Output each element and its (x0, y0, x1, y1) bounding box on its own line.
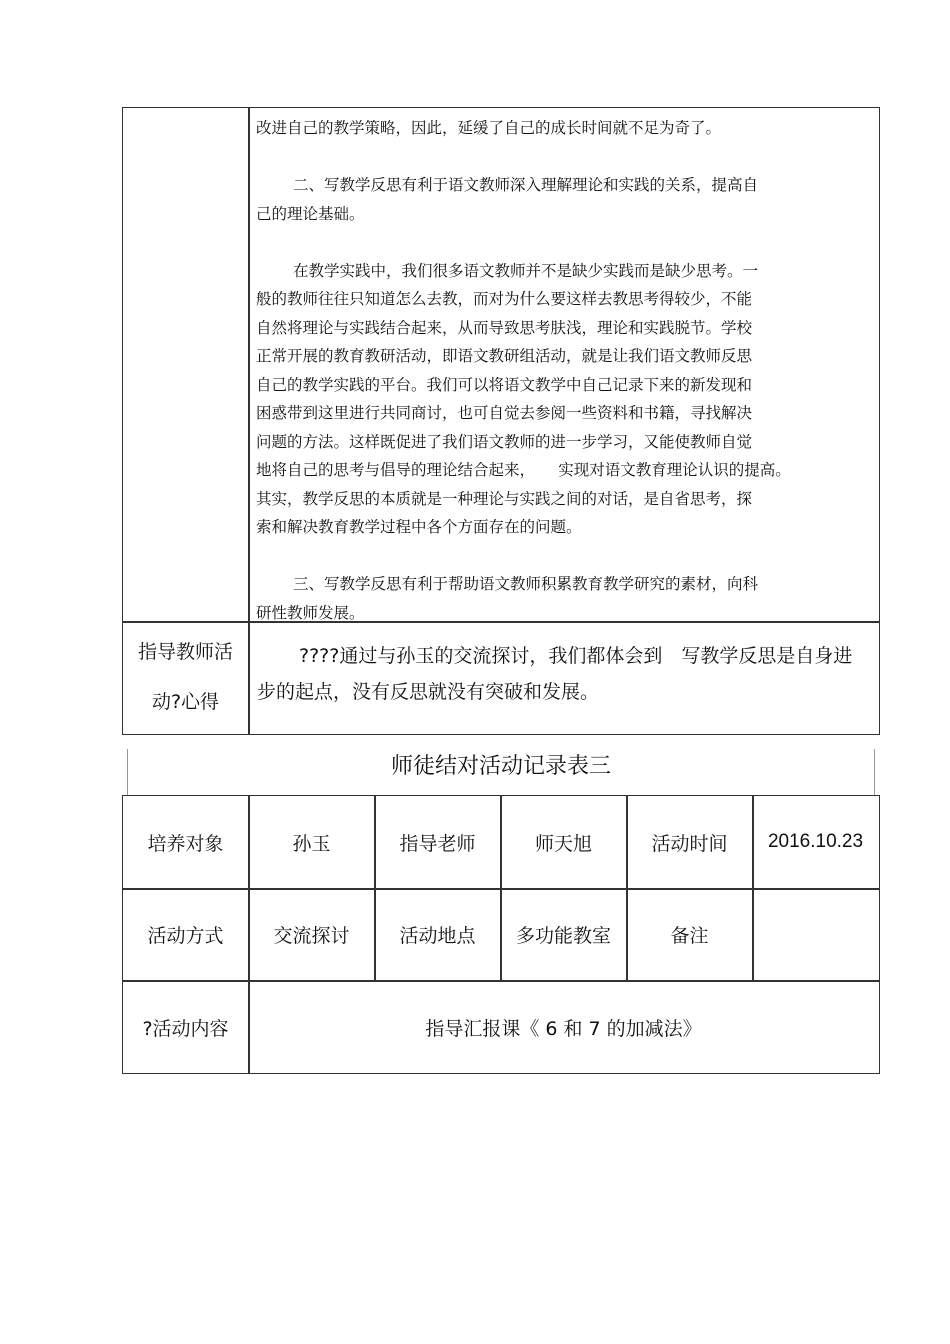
cell-method-value: 交流探讨 (273, 925, 350, 947)
cell-trainee-value: 孙玉 (292, 832, 331, 855)
paragraph-line: 三、写教学反思有利于帮助语文教师积累教育教学研究的素材，向科 (293, 575, 759, 593)
paragraph-line: 自己的教学实践的平台。我们可以将语文教学中自己记录下来的新发现和 (256, 375, 753, 394)
paragraph-line: 其实，教学反思的本质就是一种理论与实践之间的对话，是自省思考，探 (256, 489, 753, 508)
activity-record-table (122, 795, 880, 1074)
guide-label-line: 指导教师活 (137, 641, 233, 663)
guide-activity-label (123, 623, 248, 727)
cell-location-label: 活动地点 (399, 925, 476, 947)
paragraph-line: 正常开展的教育教研活动，即语文教研组活动，就是让我们语文教师反思 (256, 347, 753, 365)
paragraph-line: 般的教师往往只知道怎么去教，而对为什么要这样去教思考得较少，不能 (256, 290, 753, 308)
paragraph-line: 自然将理论与实践结合起来，从而导致思考肤浅，理论和实践脱节。学校 (256, 318, 753, 337)
cell-content-value: 指导汇报课《 6 和 7 的加减法》 (425, 1017, 702, 1040)
reflection-body-text (256, 114, 876, 627)
paragraph-line: 困惑带到这里进行共同商讨，也可自觉去参阅一些资料和书籍，寻找解决 (256, 404, 753, 422)
paragraph-line: 索和解决教育教学过程中各个方面存在的问题。 (256, 518, 582, 536)
table-caption: 师徒结对活动记录表三 (390, 754, 611, 779)
cell-notes-value (753, 889, 878, 980)
cell-content-label: ?活动内容 (142, 1017, 229, 1040)
paragraph-line: 问题的方法。这样既促进了我们语文教师的进一步学习，又能使教师自觉 (256, 432, 753, 451)
guide-activity-text: ????通过与孙玉的交流探讨，我们都体会到 写教学反思是自身进步的起点，没有反思就没有突破和发展。 (257, 645, 853, 703)
paragraph-line: 己的理论基础。 (256, 204, 365, 223)
paragraph-line: 地将自己的思考与倡导的理论结合起来， 实现对语文教育理论认识的提高。 (256, 461, 791, 479)
cell-mentor-value: 师天旭 (534, 832, 592, 855)
cell-method-label: 活动方式 (147, 925, 224, 947)
table-divider (248, 108, 250, 734)
cell-time-label: 活动时间 (651, 832, 728, 855)
paragraph-line: 研性教师发展。 (256, 603, 365, 622)
cell-notes-label: 备注 (670, 925, 709, 947)
cell-time-value: 2016.10.23 (767, 831, 864, 852)
cell-trainee-label: 培养对象 (147, 832, 224, 855)
paragraph-line: 二、写教学反思有利于语文教师深入理解理论和实践的关系，提高自 (293, 176, 759, 194)
paragraph-line: 改进自己的教学策略，因此，延缓了自己的成长时间就不足为奇了。 (256, 119, 722, 137)
guide-label-line: 动?心得 (151, 691, 220, 713)
cell-mentor-label: 指导老师 (399, 832, 476, 855)
cell-location-value: 多功能教室 (515, 925, 611, 947)
reflection-table (122, 107, 880, 735)
paragraph-line: 在教学实践中，我们很多语文教师并不是缺少实践而是缺少思考。一 (293, 261, 759, 280)
